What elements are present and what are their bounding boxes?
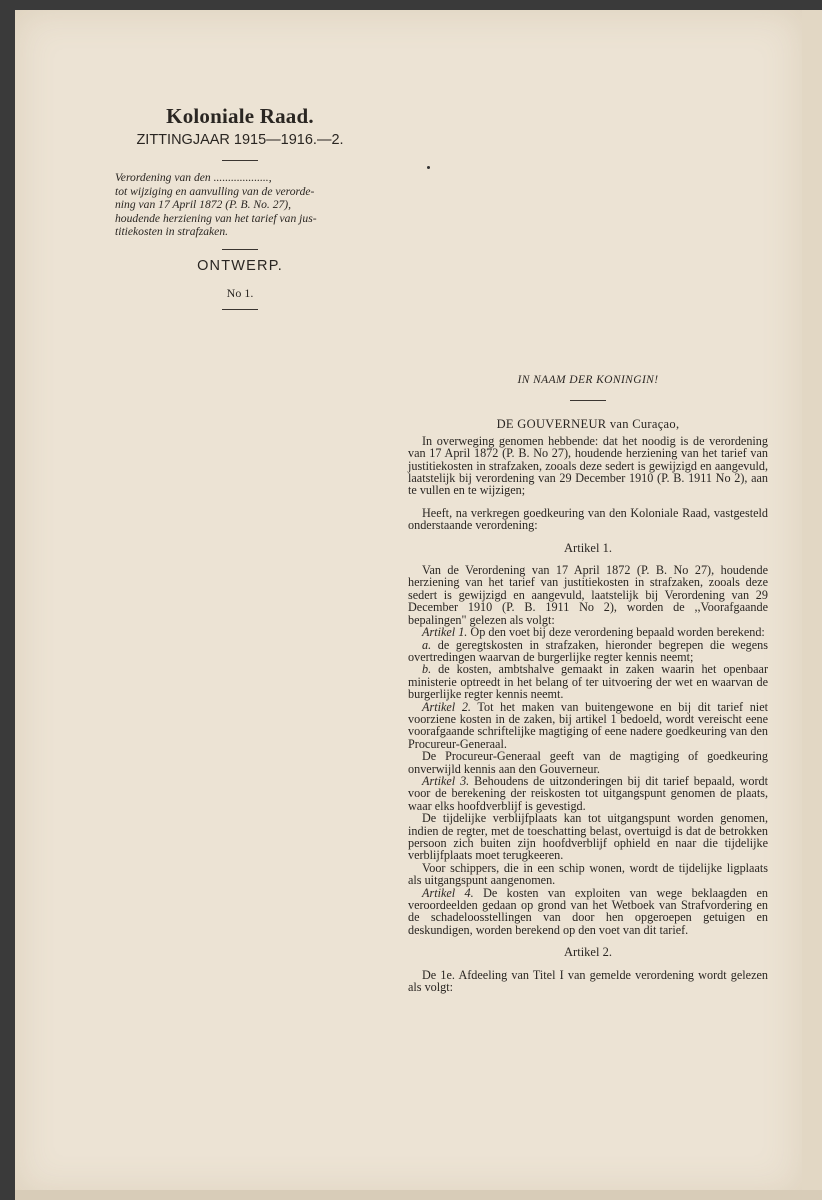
ordinance-body	[408, 374, 768, 993]
sub-article-text: Tot het maken van buitengewone en bij dit tarief niet voorziene kosten in de zaken, bij artikel 1 bedoeld, wordt vereischt eene voorafgaande schriftelijke magtiging of eene nadere goedkeuring van den Procureur-Generaal.	[408, 699, 768, 751]
article-paragraph: De tijdelijke verblijfplaats kan tot uitgangspunt worden genomen, indien de regter, met de toeschatting belast, overtuigd is dat de betrokken persoon zich buiten zijn hoofdverblijf ophield en naar die tijdelijke verblijfplaats moet terugkeeren.	[408, 811, 768, 863]
sub-article-label: Artikel 4.	[422, 885, 474, 900]
divider	[222, 249, 258, 250]
divider	[222, 160, 258, 161]
consideration-paragraph: In overweging genomen hebbende: dat het noodig is de verordening van 17 April 1872 (P. B. No 27), houdende herziening van het tarief van justitiekosten in strafzaken, zooals deze sedert is gewijzigd en aangevuld, laatstelijk bij verordening van 29 December 1910 (P. B. 1911 No 2), aan te vullen en te wijzigen;	[408, 433, 768, 498]
article-heading: Artikel 2.	[564, 945, 612, 960]
article-paragraph	[408, 887, 768, 937]
list-item	[408, 639, 768, 664]
description-line: tot wijziging en aanvulling van de verorde-	[115, 184, 315, 198]
item-text: de kosten, ambtshalve gemaakt in zaken waarin het openbaar ministerie optreedt in het belang of ter uitvoering der wet en waarvan de burgerlijke regter kennis neemt.	[408, 662, 769, 702]
divider	[570, 400, 606, 401]
page-edge-right	[802, 10, 822, 1200]
page-edge-bottom	[15, 1190, 822, 1200]
description-line: ning van 17 April 1872 (P. B. No. 27),	[115, 198, 292, 211]
session-year: ZITTINGJAAR 1915—1916.—2.	[136, 132, 344, 148]
sub-article-text: De kosten van exploiten van wege beklaagden en veroordeelden gedaan op grond van het Wetboek van Strafvordering en de schadeloosstellingen van door hen opgeroepen getuigen en deskundigen, worden berekend op den voet van dit tarief.	[408, 885, 769, 937]
article-paragraph	[408, 701, 768, 751]
description-line: Verordening van den ...................,	[115, 171, 272, 184]
document-number: No 1.	[226, 285, 254, 300]
council-title: Koloniale Raad.	[166, 104, 314, 128]
invocation: IN NAAM DER KONINGIN!	[517, 374, 659, 386]
article-paragraph: De Procureur-Generaal geeft van de magtiging of goedkeuring onverwijld kennis aan den Gouverneur.	[408, 749, 768, 776]
divider	[222, 309, 258, 310]
governor-heading: DE GOUVERNEUR van Curaçao,	[496, 417, 680, 432]
article-paragraph: Van de Verordening van 17 April 1872 (P. B. No 27), houdende herziening van het tarief van justitiekosten in strafzaken, zooals deze sedert is gewijzigd en aangevuld, laatstelijk bij Verordening van 29 December 1910 (P. B. 1911 No 2), worden de ,,Voorafgaande bepalingen" gelezen als volgt:	[408, 563, 768, 627]
sub-article-text: Op den voet bij deze verordening bepaald worden berekend:	[470, 625, 765, 640]
sub-article-label: Artikel 2.	[422, 699, 471, 714]
sub-article-text: Behoudens de uitzonderingen bij dit tarief bepaald, wordt voor de berekening der reiskosten tot uitgangspunt genomen de plaats, waar elks hoofdverblijf is gevestigd.	[408, 773, 768, 813]
enactment-paragraph: Heeft, na verkregen goedkeuring van den Koloniale Raad, vastgesteld onderstaande verordening:	[408, 505, 768, 533]
description-line: houdende herziening van het tarief van jus-	[115, 211, 317, 225]
article-paragraph	[408, 775, 768, 812]
article-paragraph: Voor schippers, die in een schip wonen, wordt de tijdelijke ligplaats als uitgangspunt aangenomen.	[408, 860, 768, 888]
draft-label: ONTWERP.	[197, 257, 283, 274]
header-block	[115, 104, 365, 310]
article-heading: Artikel 1.	[564, 540, 612, 555]
sub-article-label: Artikel 3.	[422, 773, 470, 788]
ink-speck	[427, 166, 430, 169]
article-paragraph: De 1e. Afdeeling van Titel I van gemelde verordening wordt gelezen als volgt:	[408, 967, 768, 995]
sub-article-label: Artikel 1.	[422, 625, 468, 640]
item-label: b.	[422, 662, 432, 677]
item-label: a.	[422, 637, 432, 652]
ordinance-description	[115, 171, 365, 239]
description-line: titiekosten in strafzaken.	[115, 225, 229, 238]
list-item	[408, 663, 768, 700]
item-text: de geregtskosten in strafzaken, hieronder begrepen die wegens overtredingen waarvan de burgerlijke regter kennis neemt;	[408, 637, 768, 664]
